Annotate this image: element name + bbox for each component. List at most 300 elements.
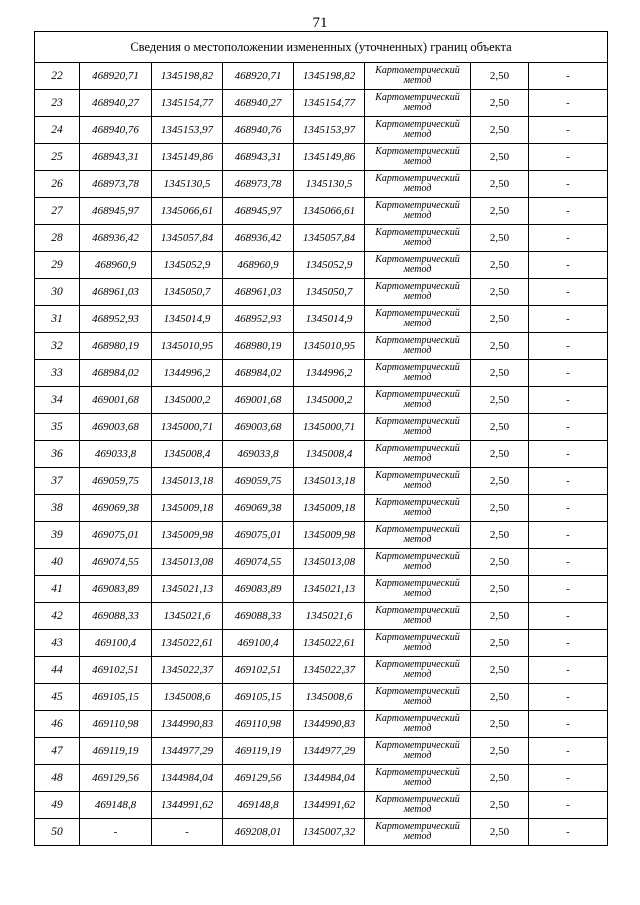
refined-x-cell: 469100,4 [223,630,294,657]
existing-y-cell: 1344990,83 [152,711,223,738]
method-line-1: Картометрический [375,524,460,535]
existing-x-cell: 469074,55 [80,549,152,576]
table-row [35,360,608,387]
table-row [35,738,608,765]
point-number-cell: 47 [35,738,80,765]
method-line-2: метод [403,534,432,545]
accuracy-cell: 2,50 [471,603,529,630]
point-number-cell: 25 [35,144,80,171]
method-cell [365,630,471,657]
existing-y-cell: 1345050,7 [152,279,223,306]
refined-y-cell: 1345022,61 [294,630,365,657]
point-number-cell: 39 [35,522,80,549]
refined-y-cell: 1344996,2 [294,360,365,387]
refined-y-cell: 1345153,97 [294,117,365,144]
table-title-row [35,32,608,63]
table-row [35,603,608,630]
note-cell: - [529,441,608,468]
method-cell [365,144,471,171]
method-cell [365,711,471,738]
refined-x-cell: 468984,02 [223,360,294,387]
method-line-1: Картометрический [375,308,460,319]
existing-y-cell: 1345022,37 [152,657,223,684]
note-cell: - [529,711,608,738]
table-row [35,252,608,279]
point-number-cell: 26 [35,171,80,198]
refined-y-cell: 1345021,6 [294,603,365,630]
point-number-cell: 23 [35,90,80,117]
method-line-2: метод [403,696,432,707]
refined-x-cell: 469110,98 [223,711,294,738]
method-cell [365,657,471,684]
method-line-2: метод [403,507,432,518]
existing-y-cell: 1345057,84 [152,225,223,252]
existing-x-cell: 468945,97 [80,198,152,225]
point-number-cell: 31 [35,306,80,333]
table-row [35,441,608,468]
accuracy-cell: 2,50 [471,63,529,90]
method-line-1: Картометрический [375,281,460,292]
method-line-1: Картометрический [375,119,460,130]
point-number-cell: 35 [35,414,80,441]
method-cell [365,576,471,603]
note-cell: - [529,549,608,576]
existing-x-cell: 469075,01 [80,522,152,549]
method-cell [365,90,471,117]
existing-x-cell: 469102,51 [80,657,152,684]
note-cell: - [529,90,608,117]
method-line-2: метод [403,615,432,626]
table-row [35,819,608,846]
table-row [35,63,608,90]
note-cell: - [529,225,608,252]
accuracy-cell: 2,50 [471,306,529,333]
note-cell: - [529,603,608,630]
method-line-1: Картометрический [375,605,460,616]
note-cell: - [529,792,608,819]
method-line-1: Картометрический [375,497,460,508]
note-cell: - [529,684,608,711]
method-cell [365,333,471,360]
method-line-1: Картометрический [375,767,460,778]
method-cell [365,738,471,765]
note-cell: - [529,279,608,306]
note-cell: - [529,387,608,414]
refined-x-cell: 469129,56 [223,765,294,792]
existing-y-cell: 1345014,9 [152,306,223,333]
note-cell: - [529,306,608,333]
existing-x-cell: 469119,19 [80,738,152,765]
point-number-cell: 36 [35,441,80,468]
boundary-coordinates-table [34,31,608,846]
existing-x-cell: 468961,03 [80,279,152,306]
refined-x-cell: 468943,31 [223,144,294,171]
refined-y-cell: 1345066,61 [294,198,365,225]
refined-x-cell: 469208,01 [223,819,294,846]
accuracy-cell: 2,50 [471,360,529,387]
existing-x-cell: 469148,8 [80,792,152,819]
method-line-1: Картометрический [375,551,460,562]
table-row [35,306,608,333]
existing-x-cell: 468952,93 [80,306,152,333]
refined-y-cell: 1345149,86 [294,144,365,171]
existing-y-cell: 1345022,61 [152,630,223,657]
existing-x-cell: 468940,76 [80,117,152,144]
existing-y-cell: 1345153,97 [152,117,223,144]
accuracy-cell: 2,50 [471,198,529,225]
existing-y-cell: 1345008,6 [152,684,223,711]
method-cell [365,306,471,333]
table-row [35,495,608,522]
method-line-1: Картометрический [375,713,460,724]
method-line-2: метод [403,291,432,302]
existing-y-cell: 1345021,6 [152,603,223,630]
refined-y-cell: 1345130,5 [294,171,365,198]
method-line-2: метод [403,453,432,464]
method-line-1: Картометрический [375,686,460,697]
existing-y-cell: 1344984,04 [152,765,223,792]
method-cell [365,819,471,846]
refined-y-cell: 1345009,18 [294,495,365,522]
note-cell: - [529,630,608,657]
note-cell: - [529,63,608,90]
method-cell [365,387,471,414]
method-line-2: метод [403,480,432,491]
accuracy-cell: 2,50 [471,630,529,657]
refined-x-cell: 469059,75 [223,468,294,495]
point-number-cell: 46 [35,711,80,738]
table-row [35,144,608,171]
refined-x-cell: 469083,89 [223,576,294,603]
method-line-2: метод [403,264,432,275]
refined-x-cell: 469088,33 [223,603,294,630]
method-line-2: метод [403,102,432,113]
table-row [35,279,608,306]
table-title: Сведения о местоположении измененных (уточненных) границ объекта [35,32,608,63]
existing-x-cell: 468920,71 [80,63,152,90]
existing-x-cell: 468973,78 [80,171,152,198]
point-number-cell: 22 [35,63,80,90]
method-line-2: метод [403,804,432,815]
existing-x-cell: 469129,56 [80,765,152,792]
refined-x-cell: 468945,97 [223,198,294,225]
method-line-2: метод [403,399,432,410]
accuracy-cell: 2,50 [471,711,529,738]
method-line-1: Картометрический [375,254,460,265]
refined-y-cell: 1345010,95 [294,333,365,360]
refined-y-cell: 1345052,9 [294,252,365,279]
method-cell [365,792,471,819]
method-line-2: метод [403,777,432,788]
method-line-2: метод [403,561,432,572]
refined-y-cell: 1345057,84 [294,225,365,252]
table-row [35,684,608,711]
method-line-2: метод [403,588,432,599]
existing-x-cell: 469088,33 [80,603,152,630]
note-cell: - [529,198,608,225]
refined-y-cell: 1345000,2 [294,387,365,414]
accuracy-cell: 2,50 [471,252,529,279]
method-cell [365,684,471,711]
accuracy-cell: 2,50 [471,657,529,684]
method-cell [365,360,471,387]
accuracy-cell: 2,50 [471,468,529,495]
refined-x-cell: 468980,19 [223,333,294,360]
method-line-1: Картометрический [375,443,460,454]
accuracy-cell: 2,50 [471,684,529,711]
existing-x-cell: 468936,42 [80,225,152,252]
method-line-2: метод [403,183,432,194]
method-cell [365,225,471,252]
note-cell: - [529,144,608,171]
method-line-2: метод [403,372,432,383]
note-cell: - [529,765,608,792]
point-number-cell: 28 [35,225,80,252]
existing-y-cell: 1345198,82 [152,63,223,90]
existing-x-cell: 468943,31 [80,144,152,171]
method-line-2: метод [403,669,432,680]
note-cell: - [529,576,608,603]
table-row [35,198,608,225]
refined-x-cell: 469075,01 [223,522,294,549]
accuracy-cell: 2,50 [471,495,529,522]
table-row [35,792,608,819]
note-cell: - [529,171,608,198]
accuracy-cell: 2,50 [471,765,529,792]
method-cell [365,63,471,90]
refined-x-cell: 469119,19 [223,738,294,765]
existing-x-cell: 469003,68 [80,414,152,441]
table-row [35,549,608,576]
point-number-cell: 40 [35,549,80,576]
method-line-1: Картометрический [375,821,460,832]
point-number-cell: 33 [35,360,80,387]
refined-x-cell: 469069,38 [223,495,294,522]
existing-x-cell: - [80,819,152,846]
existing-x-cell: 468960,9 [80,252,152,279]
refined-y-cell: 1345008,4 [294,441,365,468]
method-line-1: Картометрический [375,794,460,805]
refined-x-cell: 468940,27 [223,90,294,117]
table-row [35,657,608,684]
method-cell [365,414,471,441]
existing-y-cell: 1345009,98 [152,522,223,549]
method-line-1: Картометрический [375,659,460,670]
existing-x-cell: 469083,89 [80,576,152,603]
method-line-2: метод [403,750,432,761]
table-row [35,711,608,738]
method-cell [365,279,471,306]
page-number: 71 [312,15,328,31]
table-row [35,576,608,603]
refined-y-cell: 1345007,32 [294,819,365,846]
method-line-1: Картометрический [375,65,460,76]
method-cell [365,522,471,549]
accuracy-cell: 2,50 [471,792,529,819]
note-cell: - [529,819,608,846]
existing-x-cell: 469100,4 [80,630,152,657]
existing-x-cell: 469110,98 [80,711,152,738]
refined-y-cell: 1345009,98 [294,522,365,549]
accuracy-cell: 2,50 [471,279,529,306]
method-line-1: Картометрический [375,389,460,400]
refined-x-cell: 469033,8 [223,441,294,468]
note-cell: - [529,414,608,441]
accuracy-cell: 2,50 [471,144,529,171]
point-number-cell: 50 [35,819,80,846]
refined-y-cell: 1345008,6 [294,684,365,711]
method-cell [365,765,471,792]
refined-x-cell: 469148,8 [223,792,294,819]
method-cell [365,495,471,522]
point-number-cell: 48 [35,765,80,792]
refined-x-cell: 468952,93 [223,306,294,333]
existing-y-cell: 1345008,4 [152,441,223,468]
refined-x-cell: 468960,9 [223,252,294,279]
method-line-1: Картометрический [375,416,460,427]
method-line-2: метод [403,831,432,842]
accuracy-cell: 2,50 [471,117,529,144]
refined-x-cell: 469001,68 [223,387,294,414]
point-number-cell: 27 [35,198,80,225]
existing-y-cell: 1345009,18 [152,495,223,522]
point-number-cell: 32 [35,333,80,360]
method-line-2: метод [403,75,432,86]
existing-y-cell: 1345000,2 [152,387,223,414]
existing-y-cell: 1344996,2 [152,360,223,387]
table-row [35,387,608,414]
existing-y-cell: 1345052,9 [152,252,223,279]
accuracy-cell: 2,50 [471,333,529,360]
existing-y-cell: 1345010,95 [152,333,223,360]
method-line-2: метод [403,723,432,734]
existing-x-cell: 469105,15 [80,684,152,711]
accuracy-cell: 2,50 [471,738,529,765]
existing-y-cell: 1345013,08 [152,549,223,576]
existing-x-cell: 468980,19 [80,333,152,360]
method-cell [365,603,471,630]
note-cell: - [529,657,608,684]
method-line-2: метод [403,129,432,140]
method-line-2: метод [403,237,432,248]
method-cell [365,117,471,144]
method-cell [365,441,471,468]
note-cell: - [529,468,608,495]
note-cell: - [529,522,608,549]
note-cell: - [529,252,608,279]
refined-y-cell: 1344984,04 [294,765,365,792]
note-cell: - [529,360,608,387]
accuracy-cell: 2,50 [471,549,529,576]
accuracy-cell: 2,50 [471,576,529,603]
note-cell: - [529,333,608,360]
existing-x-cell: 469033,8 [80,441,152,468]
refined-y-cell: 1345021,13 [294,576,365,603]
table-row [35,414,608,441]
existing-y-cell: 1345130,5 [152,171,223,198]
accuracy-cell: 2,50 [471,387,529,414]
accuracy-cell: 2,50 [471,819,529,846]
accuracy-cell: 2,50 [471,90,529,117]
refined-y-cell: 1345022,37 [294,657,365,684]
point-number-cell: 37 [35,468,80,495]
accuracy-cell: 2,50 [471,171,529,198]
accuracy-cell: 2,50 [471,522,529,549]
method-cell [365,468,471,495]
point-number-cell: 29 [35,252,80,279]
refined-y-cell: 1345014,9 [294,306,365,333]
refined-y-cell: 1344990,83 [294,711,365,738]
table-row [35,630,608,657]
method-line-1: Картометрический [375,740,460,751]
accuracy-cell: 2,50 [471,414,529,441]
point-number-cell: 43 [35,630,80,657]
table-row [35,117,608,144]
refined-y-cell: 1344991,62 [294,792,365,819]
refined-y-cell: 1345154,77 [294,90,365,117]
refined-x-cell: 469003,68 [223,414,294,441]
refined-x-cell: 468973,78 [223,171,294,198]
method-line-1: Картометрический [375,146,460,157]
existing-x-cell: 468984,02 [80,360,152,387]
method-line-1: Картометрический [375,335,460,346]
point-number-cell: 44 [35,657,80,684]
existing-y-cell: 1345000,71 [152,414,223,441]
method-cell [365,198,471,225]
method-line-1: Картометрический [375,362,460,373]
method-line-1: Картометрический [375,470,460,481]
refined-x-cell: 468961,03 [223,279,294,306]
refined-y-cell: 1345000,71 [294,414,365,441]
existing-x-cell: 469001,68 [80,387,152,414]
note-cell: - [529,495,608,522]
method-line-2: метод [403,156,432,167]
refined-x-cell: 469074,55 [223,549,294,576]
refined-y-cell: 1345013,08 [294,549,365,576]
note-cell: - [529,738,608,765]
method-line-1: Картометрический [375,578,460,589]
point-number-cell: 34 [35,387,80,414]
point-number-cell: 30 [35,279,80,306]
table-row [35,765,608,792]
refined-y-cell: 1345013,18 [294,468,365,495]
existing-y-cell: 1344991,62 [152,792,223,819]
point-number-cell: 41 [35,576,80,603]
existing-y-cell: 1344977,29 [152,738,223,765]
method-line-2: метод [403,345,432,356]
existing-y-cell: 1345013,18 [152,468,223,495]
method-line-2: метод [403,426,432,437]
method-line-1: Картометрический [375,632,460,643]
existing-y-cell: - [152,819,223,846]
accuracy-cell: 2,50 [471,225,529,252]
existing-y-cell: 1345149,86 [152,144,223,171]
method-line-2: метод [403,642,432,653]
refined-x-cell: 469105,15 [223,684,294,711]
method-line-1: Картометрический [375,173,460,184]
refined-y-cell: 1345050,7 [294,279,365,306]
refined-y-cell: 1344977,29 [294,738,365,765]
existing-x-cell: 469069,38 [80,495,152,522]
refined-y-cell: 1345198,82 [294,63,365,90]
method-line-1: Картометрический [375,92,460,103]
method-line-1: Картометрический [375,227,460,238]
table-row [35,522,608,549]
point-number-cell: 49 [35,792,80,819]
point-number-cell: 42 [35,603,80,630]
method-line-1: Картометрический [375,200,460,211]
refined-x-cell: 469102,51 [223,657,294,684]
